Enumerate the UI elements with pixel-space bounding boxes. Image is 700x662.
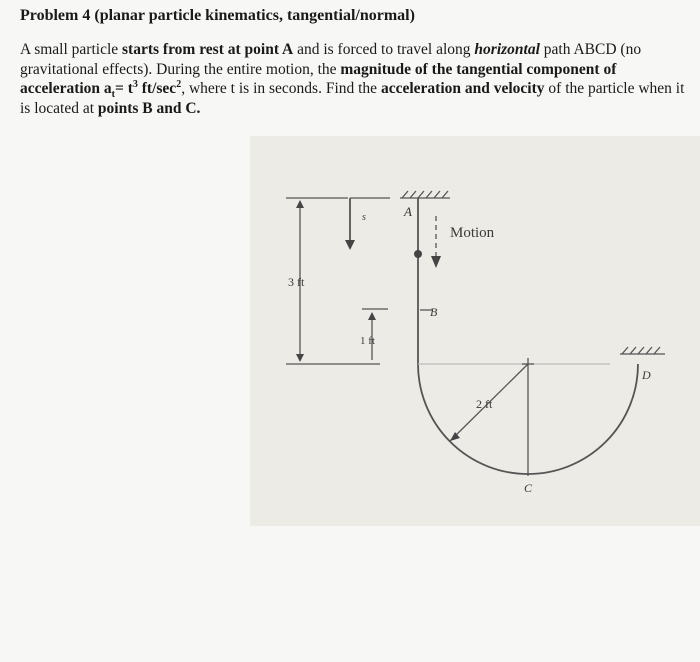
dim-1ft-arrowhead	[368, 312, 376, 320]
statement-text: and is forced to travel along	[293, 41, 475, 58]
hatch-d	[622, 347, 660, 354]
statement-bold: starts from rest at point A	[122, 41, 294, 58]
label-d: D	[642, 368, 651, 382]
subscript-t: t	[111, 89, 116, 101]
statement-text: A small particle	[20, 41, 123, 58]
unit-text: ft/sec	[137, 80, 177, 97]
statement-bold: acceleration and velocity	[380, 80, 545, 97]
label-b: B	[430, 305, 438, 319]
label-s: s	[362, 212, 366, 223]
path-diagram	[250, 136, 700, 526]
s-arrowhead	[345, 240, 355, 250]
path-figure	[250, 136, 700, 526]
label-motion: Motion	[450, 225, 495, 241]
statement-text: , where t is in seconds. Find the	[181, 80, 381, 97]
label-c: C	[524, 481, 533, 495]
label-1ft: 1 ft	[360, 335, 375, 347]
label-3ft: 3 ft	[288, 275, 305, 289]
statement-italic: horizontal	[474, 41, 540, 58]
particle	[414, 250, 422, 258]
problem-statement	[20, 40, 685, 118]
dim-arrowhead-up	[296, 200, 304, 208]
statement-text: path ABCD (no gravitational effects). During the entire motion, the	[20, 41, 642, 78]
motion-arrowhead	[431, 256, 441, 268]
statement-bold-text: magnitude of the tangential component of acceleration a	[20, 60, 617, 97]
label-a: A	[404, 204, 412, 219]
equation-text: = t	[115, 80, 133, 97]
superscript-3: 3	[132, 78, 138, 90]
statement-bold: points B and C.	[97, 99, 201, 117]
statement-text: of the particle when it is located at	[20, 80, 685, 117]
superscript-2: 2	[176, 78, 182, 90]
dim-arrowhead-down	[296, 354, 304, 362]
hatch-top	[402, 191, 448, 198]
problem-title: Problem 4 (planar particle kinematics, tangential/normal)	[20, 7, 415, 24]
label-2ft: 2 ft	[476, 397, 493, 411]
